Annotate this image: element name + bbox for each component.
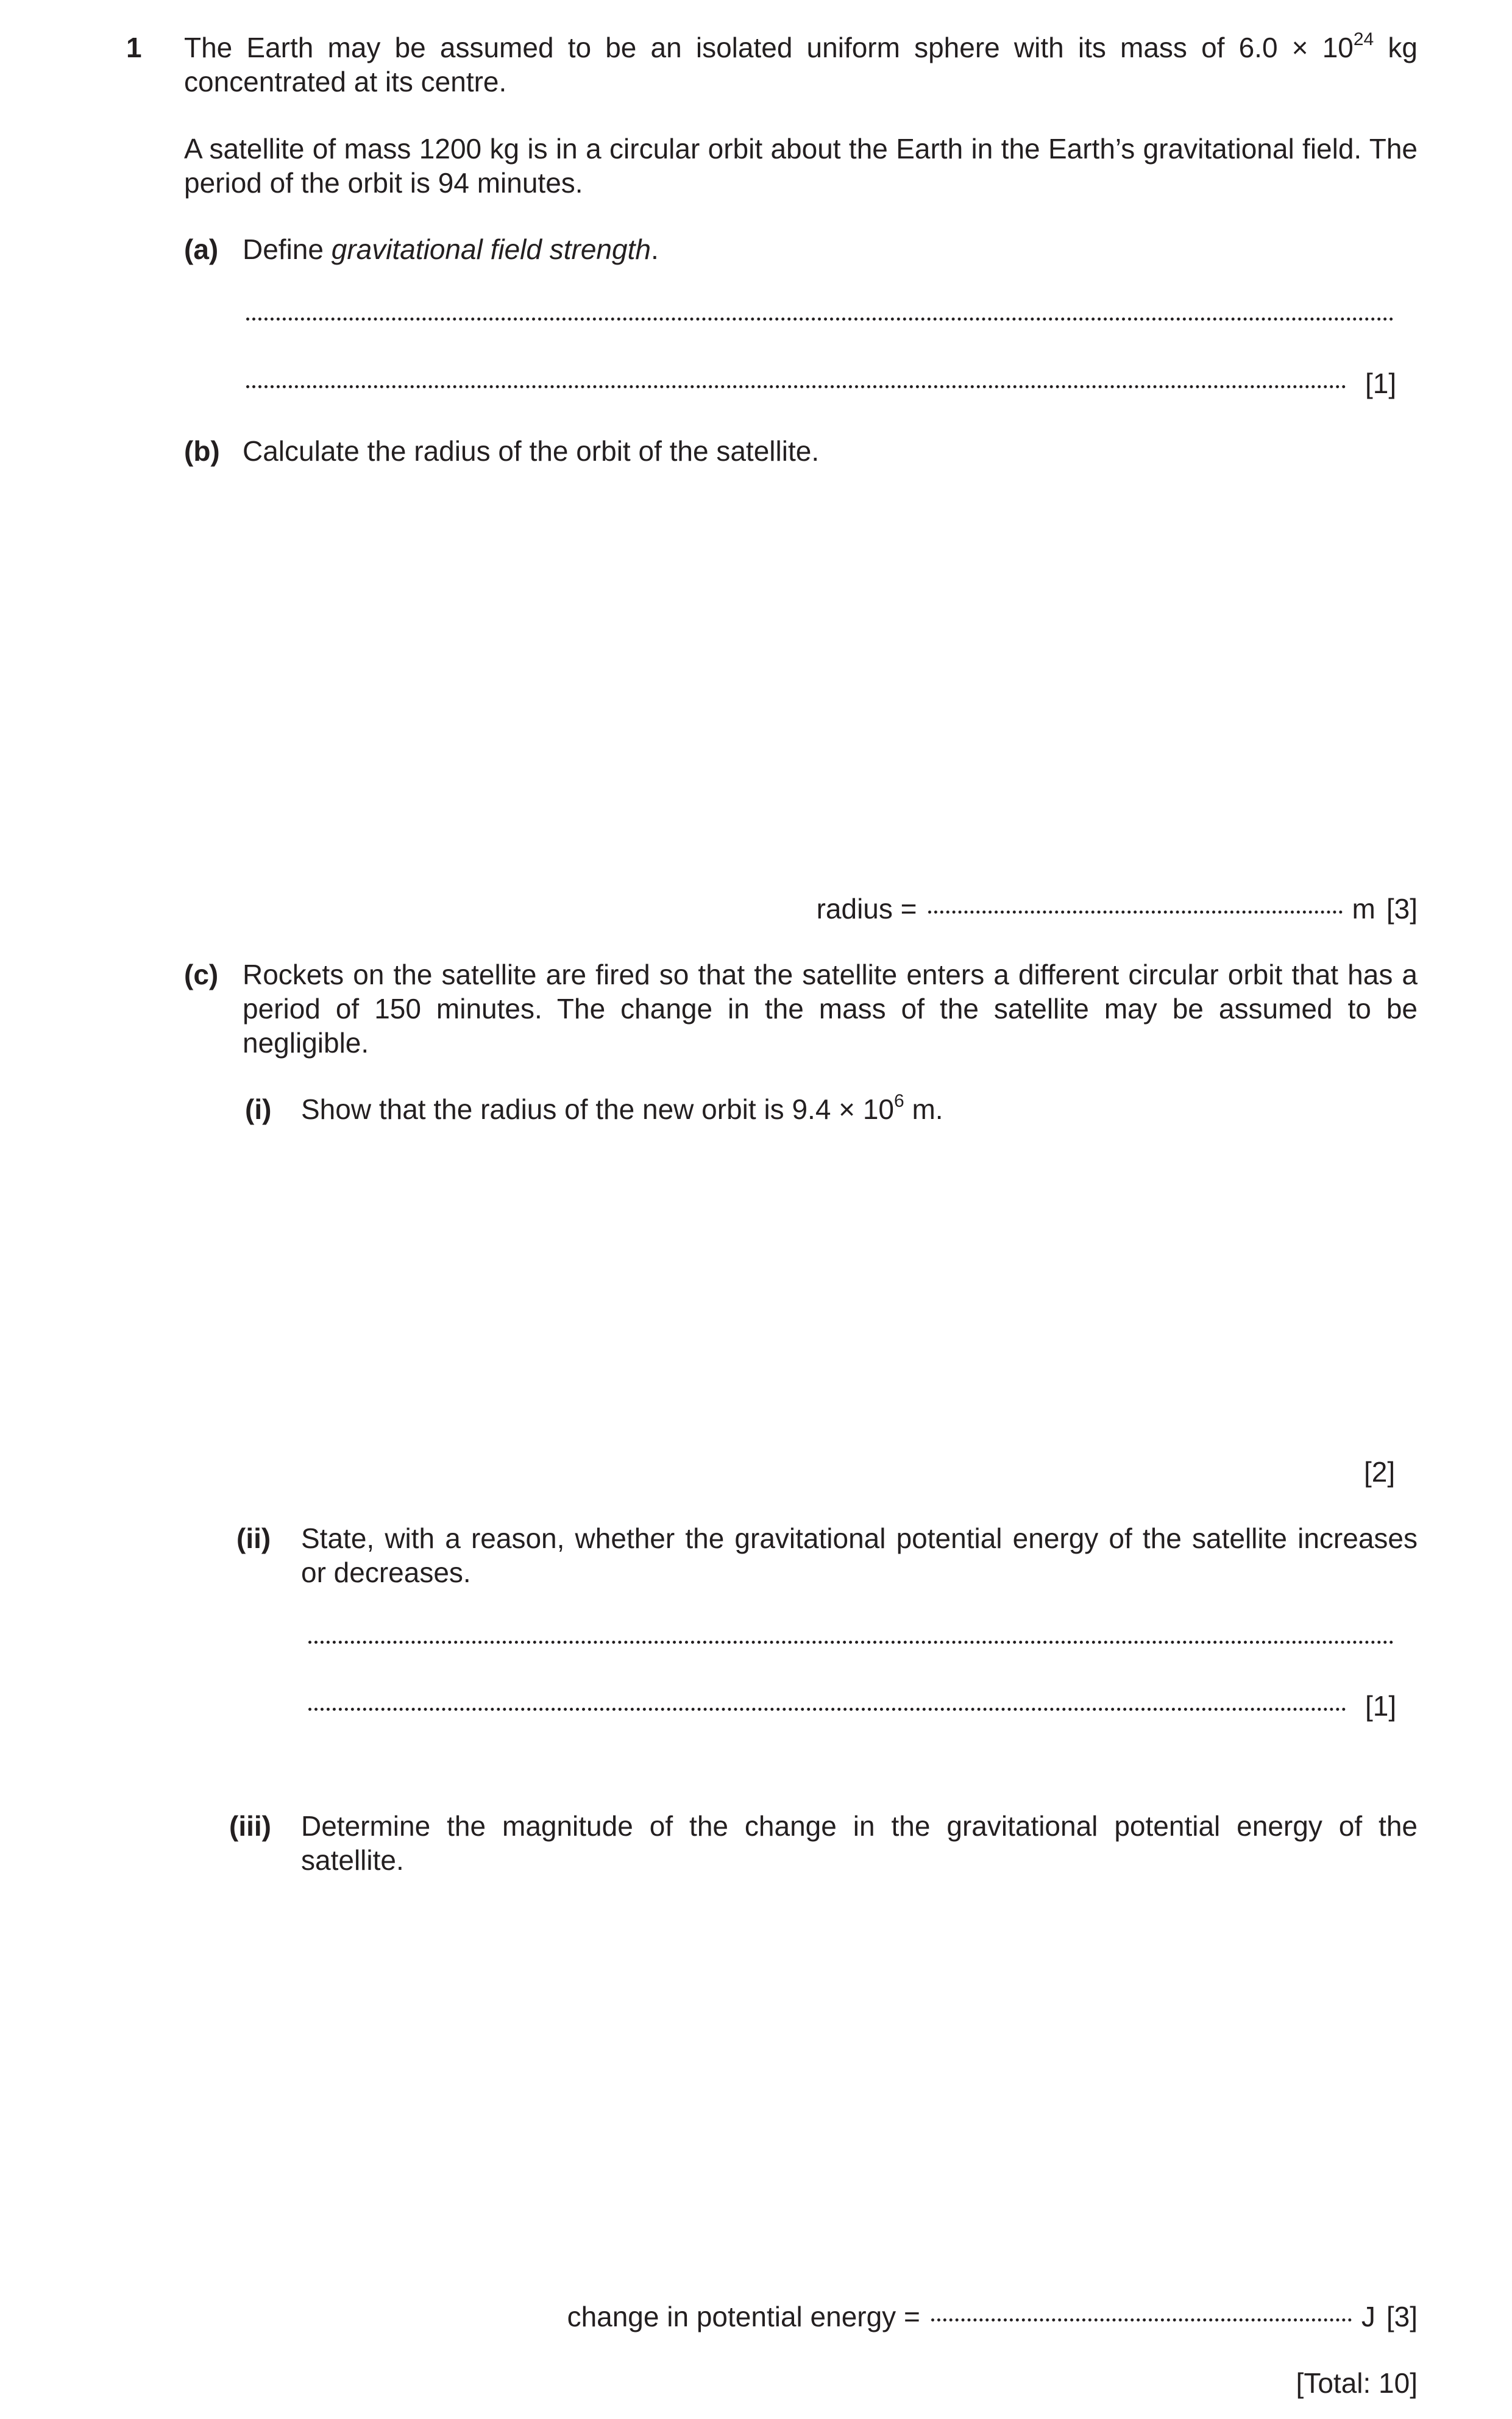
part-b-answer-row: [817, 892, 1418, 926]
part-b-label: (b): [184, 435, 220, 467]
part-c-ii-marks: [1]: [1365, 1690, 1397, 1722]
part-a-prompt: Define gravitational field strength.: [243, 233, 659, 265]
question-number: 1: [126, 32, 142, 63]
part-a-label: (a): [184, 233, 219, 265]
part-c-prompt: Rockets on the satellite are fired so that the satellite enters a different circular orbit that has a period of 150 minutes. The change in the mass of the satellite may be assumed to be negligible.: [243, 959, 1418, 1059]
part-c-iii-answer-row: [567, 2300, 1418, 2334]
part-b-prompt: Calculate the radius of the orbit of the satellite.: [243, 435, 820, 467]
question-intro-satellite: A satellite of mass 1200 kg is in a circular orbit about the Earth in the Earth’s gravitational field. The period of the orbit is 94 minutes.: [184, 133, 1418, 199]
question-intro-mass: The Earth may be assumed to be an isolated uniform sphere with its mass of $6.0 \times 10^{24}$ kg concentrated at its centre.: [184, 29, 1418, 98]
radius-answer-label: radius =: [816, 893, 917, 925]
part-c-label: (c): [184, 959, 219, 990]
part-a-answer-line-2[interactable]: [246, 385, 1346, 388]
part-c-i-prompt: Show that the radius of the new orbit is $9.4 \times 10^6$ m.: [301, 1090, 943, 1125]
radius-exponent: 6: [894, 1090, 904, 1111]
part-c-i-label: (i): [245, 1093, 272, 1125]
part-c-ii-label: (ii): [236, 1522, 271, 1554]
part-a-answer-line-1[interactable]: [246, 318, 1394, 321]
part-c-i-marks: [2]: [1364, 1456, 1396, 1488]
radius-answer-line[interactable]: [928, 911, 1343, 914]
part-c-iii-prompt: Determine the magnitude of the change in the gravitational potential energy of the satellite.: [301, 1810, 1418, 1876]
energy-answer-label: change in potential energy =: [567, 2301, 920, 2332]
mass-exponent: 24: [1353, 29, 1374, 49]
part-c-ii-prompt: State, with a reason, whether the gravitational potential energy of the satellite increases or decreases.: [301, 1522, 1418, 1588]
part-b-marks: [3]: [1386, 893, 1418, 925]
part-c-iii-marks: [3]: [1386, 2301, 1418, 2332]
part-c-ii-answer-line-2[interactable]: [308, 1708, 1346, 1711]
energy-answer-line[interactable]: [931, 2318, 1352, 2321]
part-c-iii-label: (iii): [229, 1810, 271, 1842]
energy-unit: J: [1361, 2301, 1375, 2332]
part-c-ii-answer-line-1[interactable]: [308, 1641, 1394, 1644]
radius-unit: m: [1352, 893, 1375, 925]
part-a-marks: [1]: [1365, 368, 1397, 399]
total-marks: [Total: 10]: [1296, 2367, 1418, 2399]
